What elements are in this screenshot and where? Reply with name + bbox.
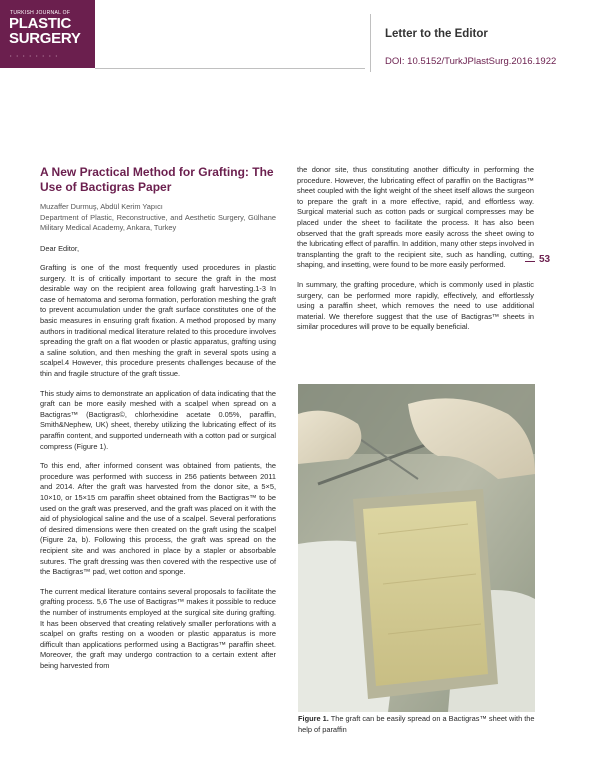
body-paragraph-5: the donor site, thus constituting another difficulty in performing the procedure. However, the lubricating effect of paraffin on the Bactigras™ sheet coupled with the light weight of the sheet itself allows the surgeon to prepare the graft in a more effective, rapid, and effortless way. Surgical material such as cotton pads or surgical compresses may be placed under the sheet to facilitate the process. It has also been observed that the graft spreads more easily across the sheet owing to the lubricating effect of paraffin. In addition, many other steps involved in transplanting the graft to the recipient site, such as handling, cutting, shaping, and insetting, were found to be more easily performed. <box>297 165 534 270</box>
body-paragraph-4: The current medical literature contains several proposals to facilitate the grafting process. 5,6 The use of Bactigras™ makes it possible to reduce the number of instruments employed at the surgical site during grafting. It has been observed that creating relatively smaller perforations with a scalpel on grafts resting on a wooden or plastic apparatus is more difficult than applications performed using a Bactigras™ paraffin sheet. Moreover, the graft may undergo contraction to a certain extent after being harvested from <box>40 586 276 670</box>
figure-1-caption <box>298 714 535 735</box>
logo-dots: • • • • • • • • <box>10 53 59 58</box>
section-label: Letter to the Editor <box>385 28 488 40</box>
article-authors: Muzaffer Durmuş, Abdül Kerim Yapıcı <box>40 202 163 211</box>
journal-name-small: TURKISH JOURNAL OF <box>10 10 71 16</box>
header-divider <box>370 14 371 72</box>
body-paragraph-6: In summary, the grafting procedure, which is commonly used in plastic surgery, can be performed more rapidly, effectively, and effortlessly using a paraffin sheet, which removes the need to use additional material. We therefore suggest that the use of Bactigras™ sheets in similar procedures will prove to be equally beneficial. <box>297 279 534 332</box>
figure-caption-text: The graft can be easily spread on a Bactigras™ sheet with the help of paraffin <box>298 714 535 734</box>
right-column <box>297 165 534 333</box>
page-number: 53 <box>539 254 551 265</box>
header-rule <box>95 68 365 69</box>
left-column <box>40 165 276 671</box>
article-title: A New Practical Method for Grafting: The Use of Bactigras Paper <box>40 165 274 194</box>
journal-name-line2: SURGERY <box>9 30 81 47</box>
salutation: Dear Editor, <box>40 243 80 253</box>
journal-logo <box>0 0 95 68</box>
figure-label: Figure 1. <box>298 714 329 723</box>
figure-1-photo <box>298 384 535 712</box>
body-paragraph-3: To this end, after informed consent was obtained from patients, the procedure was performed with success in 256 patients between 2011 and 2014. After the graft was harvested from the donor site, a 5×5, 10×10, or 15×15 cm paraffin sheet obtained from the Bactigras™ to be used on the graft was preserved, and the graft was placed on it with the aid of physiological saline and the use of a scalpel. Several perforations of desired dimensions were then created on the graft using the scalpel (Figure 2a, b). Following this process, the graft was spread on the recipient site and was anchored in place by a stapler or absorbable sutures. The graft dressing was then covered with the respective use of the Bactigras™ pad, wet cotton and sponge. <box>40 461 276 577</box>
article-affiliation: Department of Plastic, Reconstructive, and Aesthetic Surgery, Gülhane Military Medical Academy, Ankara, Turkey <box>40 212 276 232</box>
journal-name-line1: PLASTIC <box>9 15 72 32</box>
body-paragraph-2: This study aims to demonstrate an application of data indicating that the graft can be more easily meshed with a scalpel when spread on a Bactigras™ (Bactigras©, chlorhexidine acetate 0.05%, paraffin, Smith&Nephew, UK) sheet, thereby utilizing the lubricating effect of its paraffin content, and supported underneath with a cotton pad or surgical compress (Figure 1). <box>40 388 276 451</box>
body-paragraph-1: Grafting is one of the most frequently used procedures in plastic surgery. It is of critically important to secure the graft in the most desirable way on the recipient area following graft harvesting.1-3 In case of hematoma and seroma formation, perforation meshing the graft to prevent accumulation under the graft surface constitutes one of the basic measures in ensuring graft fixation. A method proposed by many authors in traditional medical literature related to this procedure involves spreading the graft on a flat wooden or plastic apparatus, grafting using a saline solution, and then meshing the graft in several spots using a scalpel.4 However, this procedure presents challenges because of the thin and fragile structure of the graft tissue. <box>40 263 276 379</box>
page-number-rule <box>525 261 535 262</box>
doi-link[interactable]: DOI: 10.5152/TurkJPlastSurg.2016.1922 <box>385 56 557 67</box>
